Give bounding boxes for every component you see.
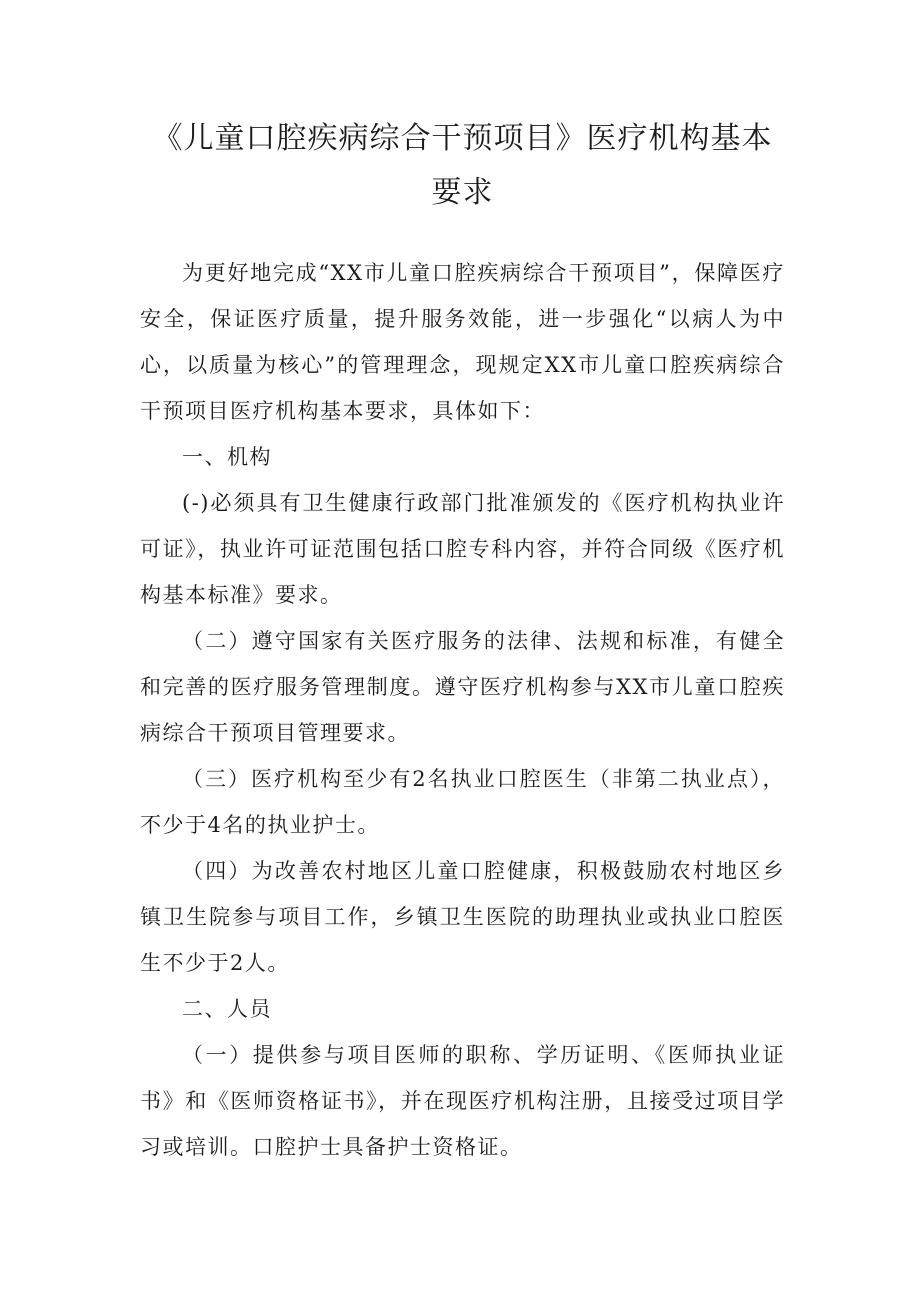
institution-item-3: （三）医疗机构至少有2名执业口腔医生（非第二执业点），不少于4名的执业护士。 [140,767,785,837]
personnel-item-1: （一）提供参与项目医师的职称、学历证明、《医师执业证书》和《医师资格证书》，并在现医疗机构注册，且接受过项目学习或培训。口腔护士具备护士资格证。 [140,1043,785,1159]
intro-paragraph: 为更好地完成“XX市儿童口腔疾病综合干预项目”，保障医疗安全，保证医疗质量，提升服务效能，进一步强化“以病人为中心，以质量为核心”的管理理念，现规定XX市儿童口腔疾病综合干预项目医疗机构基本要求，具体如下： [140,261,785,423]
section-heading-institution: 一、机构 [182,445,272,469]
institution-item-2: （二）遵守国家有关医疗服务的法律、法规和标准，有健全和完善的医疗服务管理制度。遵守医疗机构参与XX市儿童口腔疾病综合干预项目管理要求。 [140,629,785,745]
document-title: 《儿童口腔疾病综合干预项目》医疗机构基本要求 [152,121,773,210]
section-heading-personnel: 二、人员 [182,997,272,1021]
institution-item-4: （四）为改善农村地区儿童口腔健康，积极鼓励农村地区乡镇卫生院参与项目工作，乡镇卫生医院的助理执业或执业口腔医生不少于2人。 [140,859,785,975]
document-body [140,250,785,1170]
institution-item-1: (-)必须具有卫生健康行政部门批准颁发的《医疗机构执业许可证》，执业许可证范围包括口腔专科内容，并符合同级《医疗机构基本标准》要求。 [140,491,785,607]
